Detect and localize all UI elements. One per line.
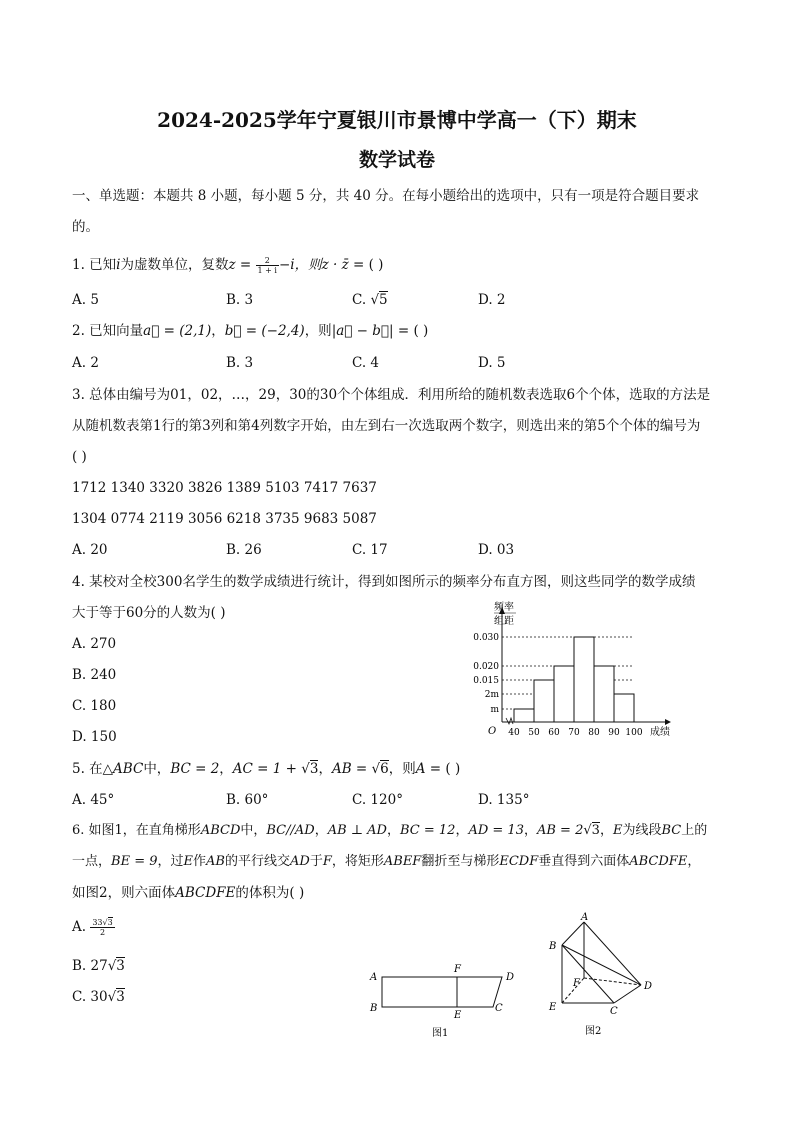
question-1-stem: 1. 已知i为虚数单位，复数z = $\frac{2}{1 + i}$ −i，则z · z̄ = ( ) [72, 256, 384, 275]
label-a: A [581, 912, 589, 923]
label-b: B [370, 1003, 378, 1014]
histogram-bar-2 [554, 666, 574, 722]
histogram-bar-0 [514, 709, 534, 722]
label-c: C [610, 1006, 618, 1017]
label-f: F [454, 964, 461, 975]
x-axis-arrow [665, 719, 671, 725]
random-table-row-1: 1712 1340 3320 3826 1389 5103 7417 7637 [72, 480, 377, 496]
q4-option-a: A. 270 [72, 636, 117, 652]
q2-option-d: D. 5 [478, 355, 506, 371]
q1-option-b: B. 3 [226, 292, 254, 308]
x-tick-label-3: 70 [568, 728, 580, 738]
histogram-bar-3 [574, 637, 594, 722]
q4-option-c: C. 180 [72, 698, 117, 714]
q3-option-d: D. 03 [478, 542, 515, 558]
axis-break [506, 718, 513, 724]
q4-option-b: B. 240 [72, 667, 117, 683]
section-heading-line2: 的。 [72, 219, 99, 235]
q5-option-c: C. 120° [352, 792, 403, 808]
figure-1-caption: 图1 [432, 1028, 449, 1039]
q5-option-a: A. 45° [72, 792, 115, 808]
question-3-line1: 3. 总体由编号为01，02，…，29，30的30个个体组成．利用所给的随机数表选取6个个体，选取的方法是 [72, 387, 711, 403]
question-5-stem: 5. 在△ABC中，BC = 2，AC = 1 + √3，AB = √6，则A = ( ) [72, 761, 461, 777]
q5-option-b: B. 60° [226, 792, 269, 808]
page-title: 2024-2025学年宁夏银川市景博中学高一（下）期末 [157, 108, 637, 132]
origin-label: O [488, 726, 497, 737]
q6-option-c: C. 30√3 [72, 989, 125, 1005]
q5-option-d: D. 135° [478, 792, 530, 808]
question-2-stem: 2. 已知向量a⃗ = (2,1)，b⃗ = (−2,4)，则|a⃗ − b⃗| = ( ) [72, 323, 429, 339]
label-c: C [495, 1003, 503, 1014]
fraction: $\frac{33√3}{2}$ [92, 918, 113, 937]
x-axis-label: 成绩 [650, 727, 670, 738]
figure-1-trapezoid [360, 960, 530, 1040]
q3-option-c: C. 17 [352, 542, 388, 558]
label-d: D [506, 972, 515, 983]
edge-cd [614, 985, 641, 1003]
figure-2-hexahedron [540, 910, 670, 1040]
histogram-bar-5 [614, 694, 634, 722]
label-a: A [370, 972, 378, 983]
q1-option-a: A. 5 [72, 292, 99, 308]
section-heading-line1: 一、单选题：本题共 8 小题，每小题 5 分，共 40 分。在每小题给出的选项中，只有一项是符合题目要求 [72, 188, 700, 204]
page-subtitle: 数学试卷 [358, 149, 435, 171]
question-4-line1: 4. 某校对全校300名学生的数学成绩进行统计，得到如图所示的频率分布直方图，则这些同学的数学成绩 [72, 574, 696, 590]
x-tick-label-2: 60 [548, 728, 560, 738]
label-f: F [573, 978, 580, 989]
label-e: E [454, 1010, 462, 1021]
frequency-histogram [460, 600, 690, 745]
question-3-line3: ( ) [72, 449, 87, 465]
question-6-line1: 6. 如图1，在直角梯形ABCD中，BC//AD，AB ⊥ AD，BC = 12，AD = 13，AB = 2√3，E为线段BC上的 [72, 823, 708, 838]
q3-option-a: A. 20 [72, 542, 108, 558]
q4-option-d: D. 150 [72, 729, 117, 745]
question-3-line2: 从随机数表第1行的第3列和第4列数字开始，由左到右一次选取两个数字，则选出来的第5个个体的编号为 [72, 418, 701, 434]
y-tick-label-0: m [490, 705, 499, 715]
q6-option-a: A. $\frac{33√3}{2}$ [72, 918, 113, 937]
q2-option-a: A. 2 [72, 355, 99, 371]
histogram-bar-4 [594, 666, 614, 722]
q3-option-b: B. 26 [226, 542, 262, 558]
y-tick-label-3: 0.020 [473, 662, 499, 672]
q6-option-b: B. 27√3 [72, 958, 125, 974]
x-tick-label-6: 100 [625, 728, 643, 738]
question-4-line2: 大于等于60分的人数为( ) [72, 605, 226, 621]
x-tick-label-5: 90 [608, 728, 620, 738]
q1-option-c: C. √5 [352, 292, 388, 308]
y-label-bottom: 组距 [494, 616, 514, 627]
y-tick-label-1: 2m [484, 690, 499, 700]
figure-2-caption: 图2 [585, 1026, 602, 1037]
y-tick-label-4: 0.030 [473, 633, 499, 643]
label-e: E [549, 1002, 557, 1013]
x-tick-label-4: 80 [588, 728, 600, 738]
edge-ad [584, 922, 641, 985]
question-6-line2: 一点，BE = 9，过E作AB的平行线交AD于F，将矩形ABEF翻折至与梯形ECDF垂直得到六面体ABCDFE， [72, 854, 701, 869]
edge-ab [562, 922, 584, 945]
q2-option-b: B. 3 [226, 355, 254, 371]
question-6-line3: 如图2，则六面体ABCDFE的体积为( ) [72, 885, 305, 901]
q1-option-d: D. 2 [478, 292, 506, 308]
label-b: B [549, 941, 557, 952]
x-tick-label-1: 50 [528, 728, 540, 738]
random-table-row-2: 1304 0774 2119 3056 6218 3735 9683 5087 [72, 511, 377, 527]
q2-option-c: C. 4 [352, 355, 380, 371]
histogram-bar-1 [534, 680, 554, 722]
x-tick-label-0: 40 [508, 728, 520, 738]
y-tick-label-2: 0.015 [473, 676, 499, 686]
trapezoid-outline [382, 977, 502, 1007]
label-d: D [644, 981, 653, 992]
fraction: $\frac{2}{1 + i}$ [257, 256, 277, 275]
y-label-top: 频率 [494, 602, 514, 613]
